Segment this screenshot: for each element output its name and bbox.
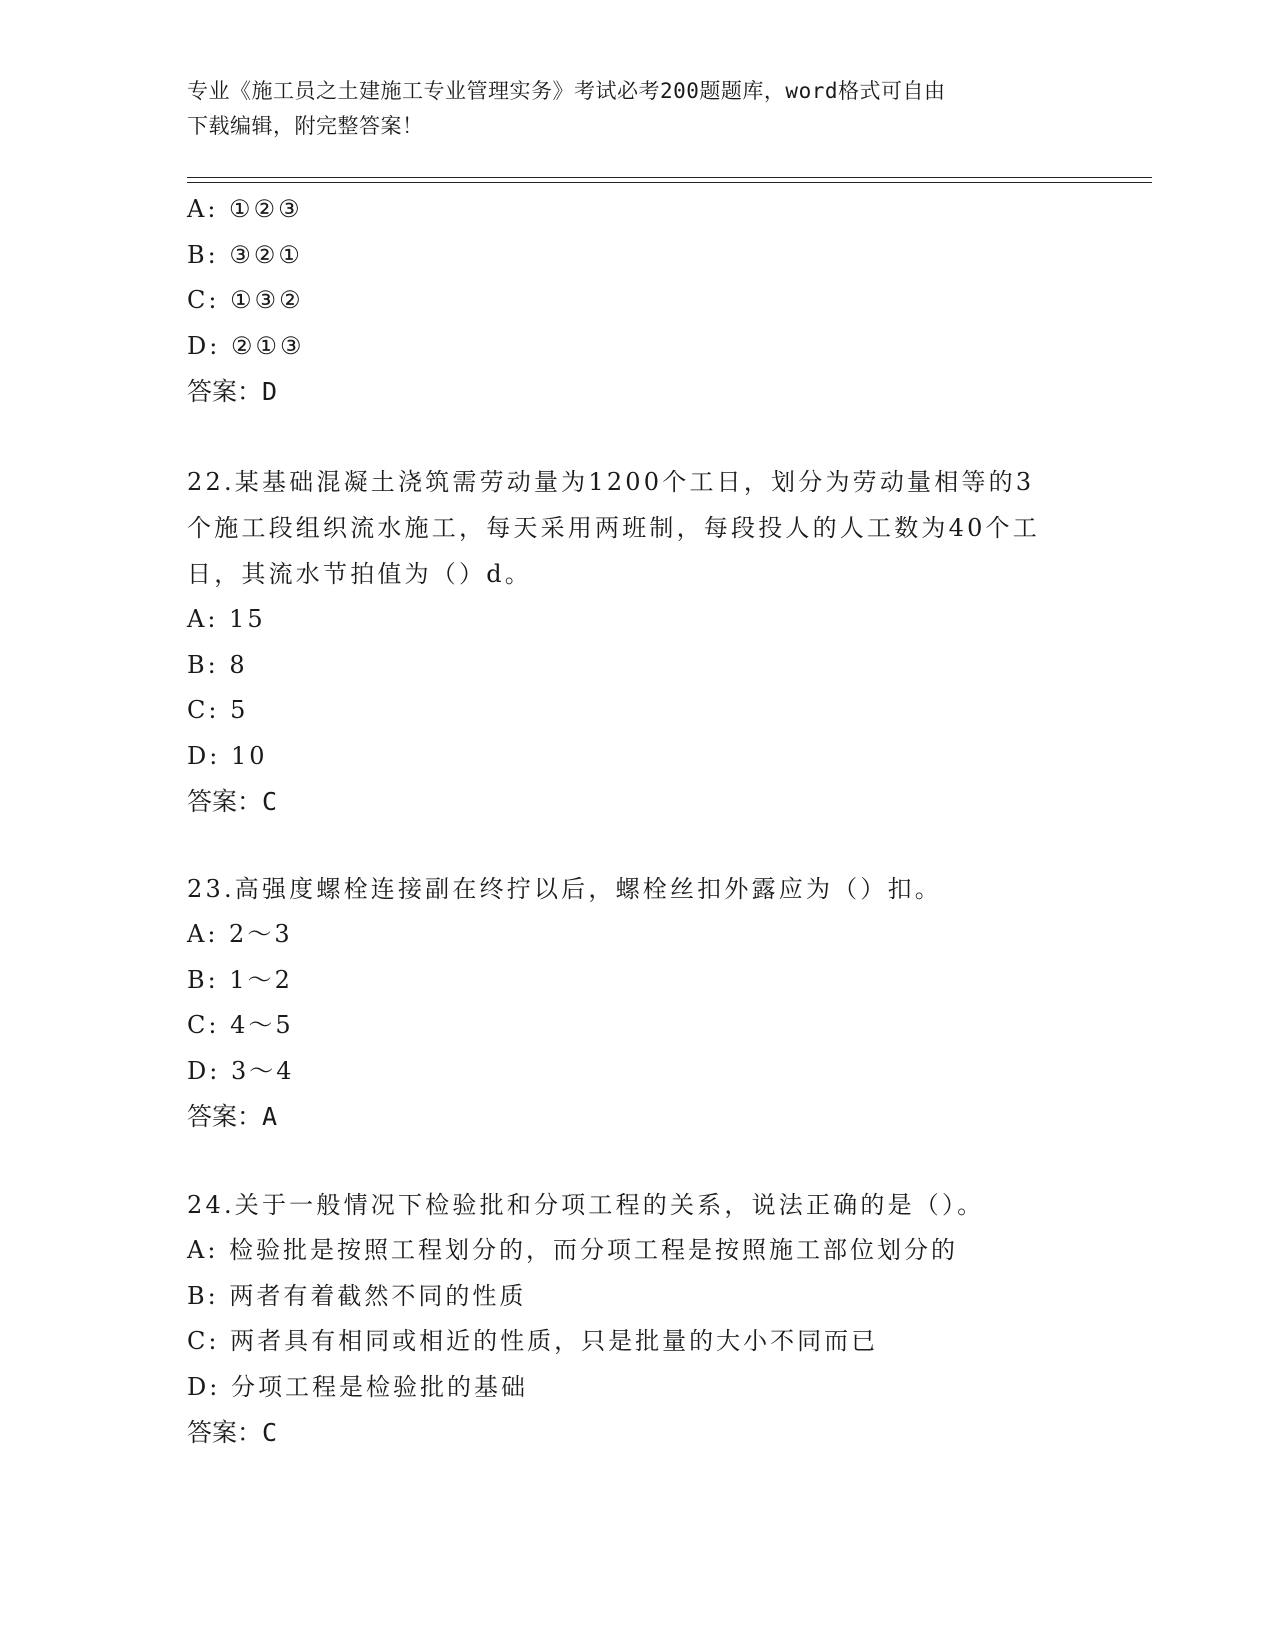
document-header: [187, 74, 1077, 144]
question-text: 23.高强度螺栓连接副在终拧以后，螺栓丝扣外露应为（）扣。: [187, 875, 942, 903]
option-d: D: 10: [187, 741, 268, 770]
header-line-1: 专业《施工员之土建施工专业管理实务》考试必考200题题库，word格式可自由: [187, 79, 946, 103]
option-a: A: 2～3: [187, 920, 293, 948]
header-divider: [187, 177, 1152, 178]
answer: 答案：C: [187, 1418, 278, 1447]
question-22: [187, 459, 1087, 825]
option-c: C: 5: [187, 696, 249, 724]
question-21-tail: [187, 187, 1087, 415]
header-line-2: 下载编辑，附完整答案！: [187, 114, 424, 138]
option-c: C: ①③②: [187, 286, 304, 314]
question-text: 22.某基础混凝土浇筑需劳动量为1200个工日，划分为劳动量相等的3个施工段组织流水施工，每天采用两班制，每段投人的人工数为40个工日，其流水节拍值为（）d。: [187, 468, 1040, 588]
option-c: C: 4～5: [187, 1011, 294, 1039]
answer: 答案：A: [187, 1102, 278, 1131]
option-c: C: 两者具有相同或相近的性质，只是批量的大小不同而已: [187, 1327, 879, 1355]
option-d: D: 分项工程是检验批的基础: [187, 1372, 528, 1401]
answer: 答案：C: [187, 787, 278, 816]
option-d: D: 3～4: [187, 1056, 295, 1085]
option-d: D: ②①③: [187, 331, 305, 360]
option-b: B: 1～2: [187, 965, 293, 994]
question-23: [187, 866, 1087, 1140]
option-b: B: ③②①: [187, 240, 303, 269]
header-divider-thin: [187, 182, 1152, 183]
answer: 答案：D: [187, 377, 278, 406]
question-24: [187, 1182, 1087, 1456]
option-b: B: 两者有着截然不同的性质: [187, 1281, 527, 1310]
option-b: B: 8: [187, 650, 248, 679]
option-a: A: ①②③: [187, 195, 303, 223]
option-a: A: 检验批是按照工程划分的，而分项工程是按照施工部位划分的: [187, 1236, 959, 1264]
question-text: 24.关于一般情况下检验批和分项工程的关系，说法正确的是（）。: [187, 1191, 985, 1219]
option-a: A: 15: [187, 605, 266, 633]
